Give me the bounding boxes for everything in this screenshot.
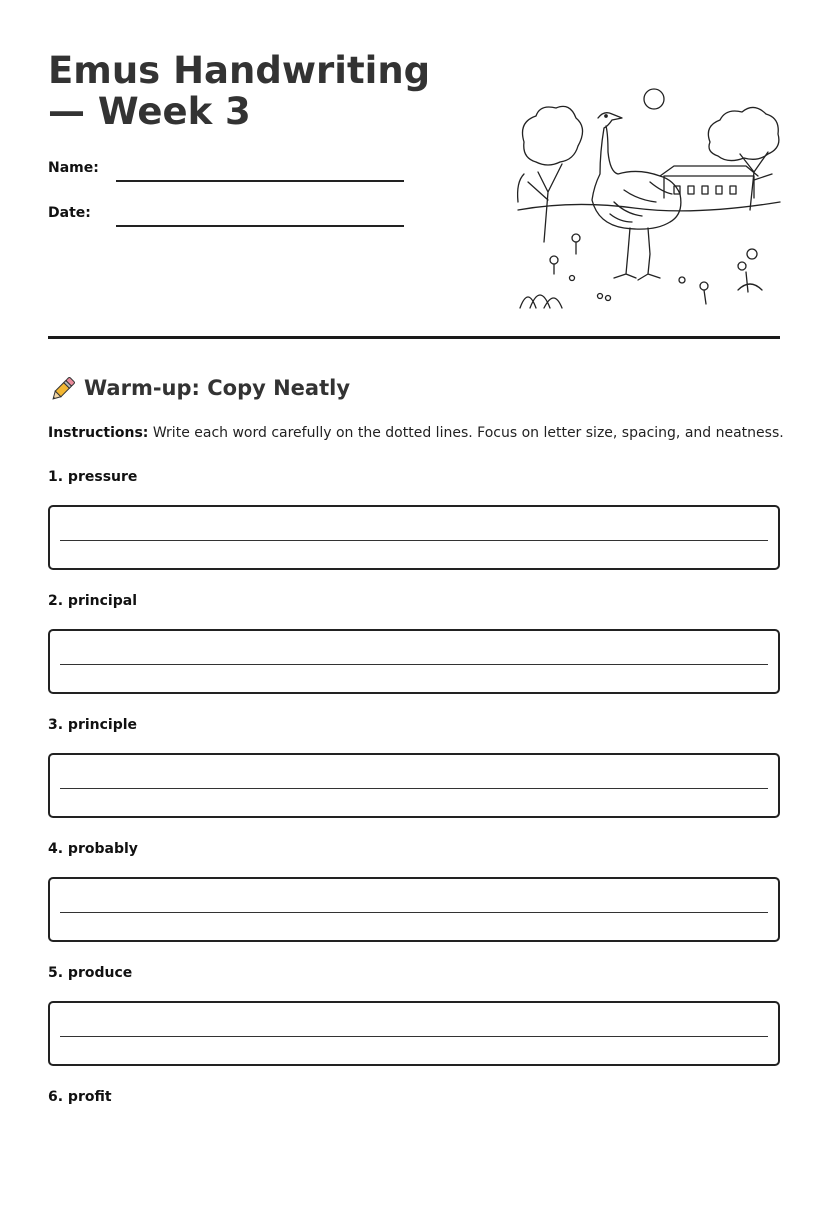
word-label: 1. pressure	[48, 469, 138, 485]
date-field	[48, 205, 408, 235]
name-write-line	[116, 180, 404, 182]
word-item	[48, 839, 780, 963]
section-title	[48, 373, 350, 404]
writing-guide-line	[60, 1036, 768, 1037]
date-write-line	[116, 225, 404, 227]
pencil-icon	[48, 374, 78, 404]
word-item	[48, 715, 780, 839]
instructions-text: Write each word carefully on the dotted lines. Focus on letter size, spacing, and neatness.	[148, 425, 784, 441]
instructions-label: Instructions:	[48, 425, 149, 441]
emu-illustration	[514, 82, 784, 318]
page-title: Emus Handwriting — Week 3	[48, 49, 431, 133]
word-label: 2. principal	[48, 593, 137, 609]
date-label: Date:	[48, 205, 91, 221]
writing-guide-line	[60, 664, 768, 665]
word-label: 3. principle	[48, 717, 138, 733]
name-field	[48, 160, 408, 190]
word-item	[48, 1087, 780, 1211]
writing-guide-line	[60, 788, 768, 789]
word-label: 5. produce	[48, 965, 133, 981]
name-label: Name:	[48, 160, 99, 176]
word-label: 4. probably	[48, 841, 138, 857]
word-item	[48, 467, 780, 591]
instructions	[48, 425, 784, 441]
header-divider	[48, 336, 780, 339]
section-title-text: Warm-up: Copy Neatly	[84, 376, 351, 400]
writing-guide-line	[60, 540, 768, 541]
worksheet-page	[48, 0, 784, 1105]
word-label: 6. profit	[48, 1089, 112, 1105]
word-item	[48, 591, 780, 715]
writing-box[interactable]	[48, 629, 780, 694]
writing-guide-line	[60, 912, 768, 913]
writing-box[interactable]	[48, 1001, 780, 1066]
writing-box[interactable]	[48, 877, 780, 942]
worksheet-header	[48, 0, 780, 340]
word-list	[48, 467, 780, 1211]
writing-box[interactable]	[48, 505, 780, 570]
writing-box[interactable]	[48, 753, 780, 818]
word-item	[48, 963, 780, 1087]
